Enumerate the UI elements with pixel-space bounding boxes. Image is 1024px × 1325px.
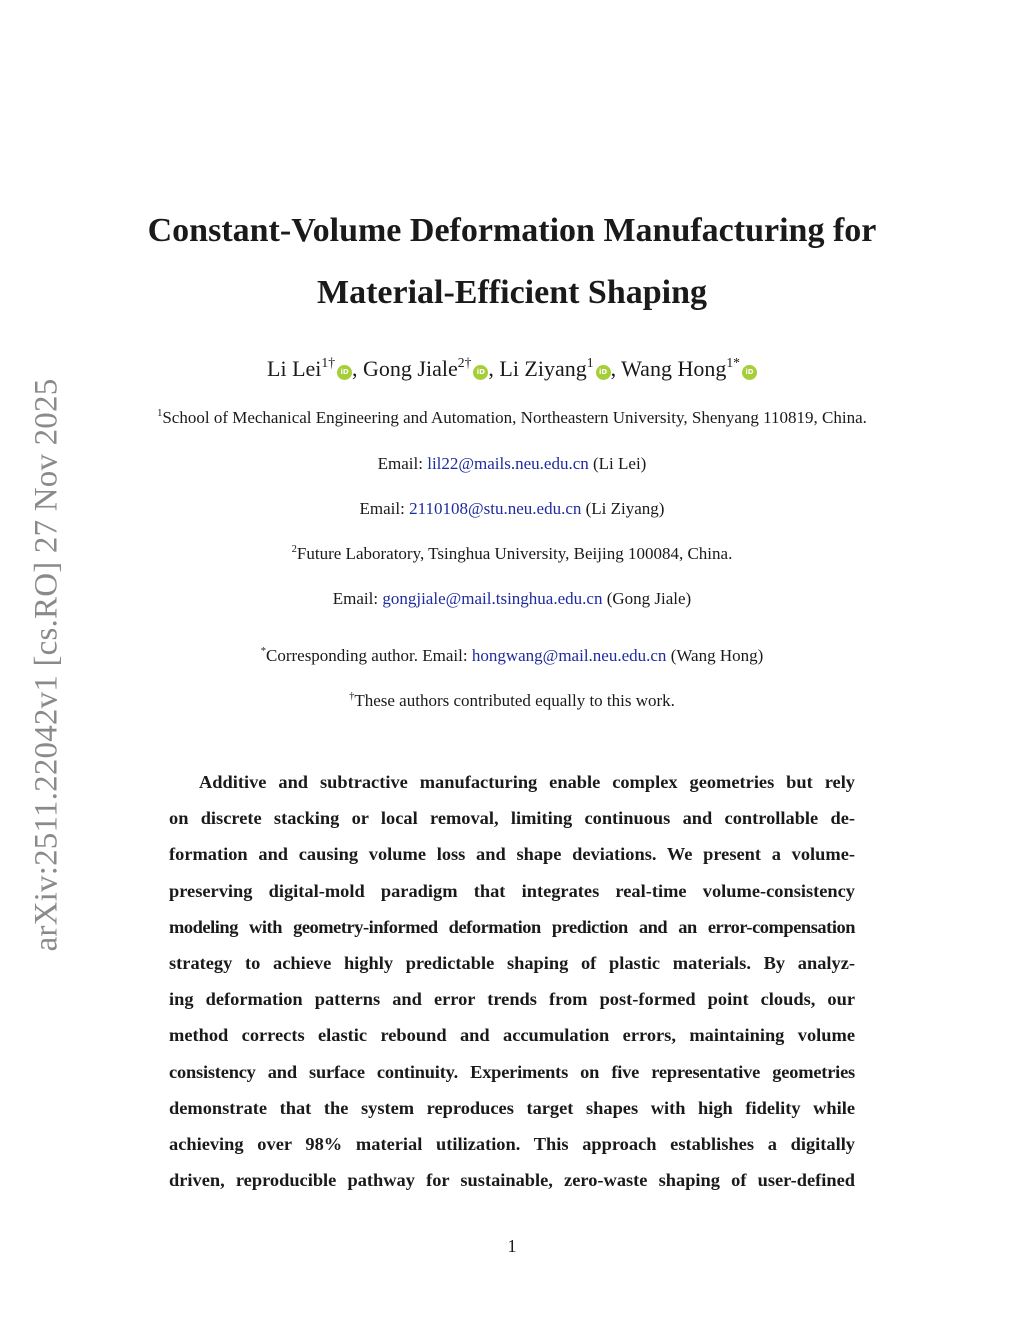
orcid-icon[interactable]: iD	[337, 365, 352, 380]
email-owner: (Gong Jiale)	[602, 589, 692, 608]
affiliation-mark: 1	[157, 408, 163, 420]
equal-contribution-note	[0, 691, 1024, 711]
abstract-line: on discrete stacking or local removal, limiting continuous and controllable de-	[169, 808, 855, 829]
title-line-1: Constant-Volume Deformation Manufacturing for	[147, 212, 877, 249]
email-line-1	[0, 454, 1024, 474]
orcid-icon[interactable]: iD	[742, 365, 757, 380]
author-mark: 2†	[457, 355, 472, 371]
email-owner: (Wang Hong)	[666, 646, 764, 665]
email-link[interactable]: hongwang@mail.neu.edu.cn	[471, 646, 667, 665]
paper-title	[0, 200, 1024, 324]
author-1	[267, 356, 363, 381]
orcid-icon[interactable]: iD	[473, 365, 488, 380]
abstract-line: strategy to achieve highly predictable shaping of plastic materials. By analyz-	[169, 952, 855, 973]
author-separator: ,	[352, 356, 364, 381]
abstract-line: modeling with geometry-informed deformation prediction and an error-compensation	[169, 916, 855, 937]
affiliation-1	[0, 408, 1024, 428]
abstract-line: preserving digital-mold paradigm that integrates real-time volume-consistency	[169, 880, 855, 901]
page-number: 1	[507, 1236, 517, 1256]
corresponding-author-note	[0, 646, 1024, 666]
author-name: Li Ziyang	[499, 356, 587, 381]
affiliation-mark: 2	[291, 544, 297, 556]
author-name: Wang Hong	[621, 356, 727, 381]
email-owner: (Li Lei)	[588, 454, 647, 473]
abstract-line: Additive and subtractive manufacturing enable complex geometries but rely	[199, 772, 855, 792]
email-owner: (Li Ziyang)	[581, 499, 665, 518]
author-mark: 1	[586, 355, 594, 371]
abstract	[169, 764, 855, 1198]
author-separator: ,	[610, 356, 622, 381]
author-3	[499, 356, 621, 381]
equal-mark: †	[349, 691, 355, 703]
author-mark: 1†	[321, 355, 336, 371]
abstract-line: formation and causing volume loss and shape deviations. We present a volume-	[169, 844, 855, 865]
author-2	[363, 356, 499, 381]
email-link[interactable]: 2110108@stu.neu.edu.cn	[409, 499, 582, 518]
affiliation-2	[0, 544, 1024, 564]
email-label: Email:	[377, 454, 428, 473]
orcid-icon[interactable]: iD	[596, 365, 611, 380]
author-separator: ,	[488, 356, 500, 381]
email-line-3	[0, 589, 1024, 609]
corresponding-label: Corresponding author. Email:	[265, 646, 472, 665]
equal-text: These authors contributed equally to this work.	[354, 691, 675, 710]
abstract-line: method corrects elastic rebound and accumulation errors, maintaining volume	[169, 1025, 855, 1046]
corresponding-mark: *	[260, 646, 266, 658]
abstract-line: driven, reproducible pathway for sustainable, zero-waste shaping of user-defined	[169, 1170, 855, 1191]
author-name: Li Lei	[267, 356, 322, 381]
author-4	[621, 356, 757, 381]
affiliation-text: Future Laboratory, Tsinghua University, Beijing 100084, China.	[296, 544, 733, 563]
abstract-line: ing deformation patterns and error trends from post-formed point clouds, our	[169, 989, 855, 1010]
arxiv-id-text: arXiv:2511.22042v1 [cs.RO] 27 Nov 2025	[28, 378, 65, 952]
email-line-2	[0, 499, 1024, 519]
abstract-line: consistency and surface continuity. Experiments on five representative geometries	[169, 1061, 855, 1082]
email-link[interactable]: gongjiale@mail.tsinghua.edu.cn	[382, 589, 603, 608]
author-mark: 1*	[726, 355, 740, 371]
abstract-line: demonstrate that the system reproduces target shapes with high fidelity while	[169, 1097, 855, 1118]
affiliation-text: School of Mechanical Engineering and Automation, Northeastern University, Shenyang 110819, China.	[162, 408, 867, 427]
author-list	[0, 356, 1024, 382]
email-link[interactable]: lil22@mails.neu.edu.cn	[427, 454, 589, 473]
abstract-line: achieving over 98% material utilization. This approach establishes a digitally	[169, 1133, 855, 1154]
title-line-2: Material-Efficient Shaping	[316, 274, 708, 311]
author-name: Gong Jiale	[363, 356, 458, 381]
email-label: Email:	[359, 499, 410, 518]
email-label: Email:	[332, 589, 383, 608]
